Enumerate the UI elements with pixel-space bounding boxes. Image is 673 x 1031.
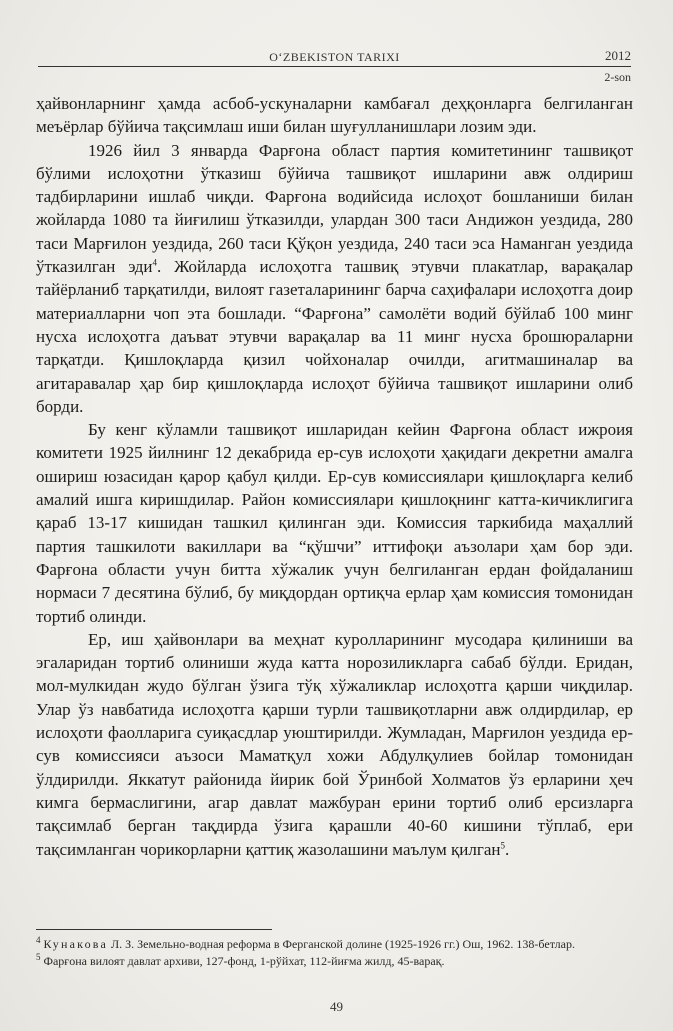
running-header [38,48,631,67]
paragraph-text: . [505,839,510,859]
paragraph-text: . Жойларда ислоҳотга ташвиқ этувчи плакатлар, варақалар тайёрланиб тарқатилди, вилоят газеталарининг барча саҳифалари ислоҳотга доир материалларни чоп эта бошлади. “Фарғона” самолёти водий бўйлаб 100 минг нусха ислоҳотга даъват этувчи варақалар ва 11 минг нусха брошюраларни тарқатди. Қишлоқларда қизил чойхоналар очилди, агитмашиналар ва агитаравалар ҳар бир қишлоқларда ислоҳот бўйича ташвиқот ишларини олиб борди. [36,257,633,416]
footnote [36,951,631,970]
page-number: 49 [330,999,343,1014]
paragraph-text: Ер, иш ҳайвонлари ва меҳнат куролларининг мусодара қилиниши ва эгаларидан тортиб олиниши жуда катта норозиликларга сабаб бўлди. Еридан, мол-мулкидан жудо бўлган ўзига тўқ хўжаликлар ислоҳотга қарши чиқдилар. Улар ўз навбатида ислоҳотга қарши турли ташвиқотларни авж олдирдилар, ер ислоҳоти фаолларига суиқасдлар уюштирилди. Жумладан, Марғилон уездида ер-сув комиссияси аъзоси Маматқул хожи Абдулқулиев бойлар томонидан ўлдирилди. Яккатут районида йирик бой Ўринбой Холматов ўз ерларини ҳеч кимга бермаслигини, агар давлат мажбуран ерини тортиб олиб ерсизларга тақсимлаб берган тақдирда ўзига қарашли 40-60 кишини тўплаб, ери тақсимланган чорикорларни қаттиқ жазолашини маълум қилган [36,629,633,859]
paragraph [36,92,633,139]
paragraph-text: Бу кенг кўламли ташвиқот ишларидан кейин Фарғона област ижроия комитети 1925 йилнинг 12 декабрида ер-сув ислоҳоти ҳақидаги декретни амалга ошириш юзасидан қарор қабул қилди. Ер-сув комиссиялари қишлоқларга келиб амалий ишга киришдилар. Район комиссиялари қишлоқнинг катта-кичиклигига қараб 13-17 кишидан ташкил қилинган эди. Комиссия таркибида маҳаллий партия ташкилоти вакиллари ва “қўшчи” иттифоқи аъзолари ҳам бор эди. Фарғона области учун битта хўжалик учун белгиланган ердан фойдаланиш нормаси 7 десятина бўлиб, бу миқдордан ортиқча ерлар ҳам комиссия томонидан тортиб олинди. [36,420,633,626]
paragraph-text: ҳайвонларнинг ҳамда асбоб-ускуналарни камбағал деҳқонларга белгиланган меъёрлар бўйича тақсимлаш иши билан шуғулланишлари лозим эди. [36,94,633,137]
footnote-text: Фарғона вилоят давлат архиви, 127-фонд, 1-рўйхат, 112-йиғма жилд, 45-варақ. [43,953,445,968]
footnotes [36,937,631,970]
footnote-ref[interactable]: 4 [152,257,157,268]
footnote-text: Л. З. Земельно-водная реформа в Ферганской долине (1925-1926 гг.) Ош, 1962. 138-бетлар. [108,937,575,951]
footnote-author: Кунакова [43,937,109,951]
footnote-number: 5 [36,951,41,962]
paragraph [36,418,633,628]
footnote-number: 4 [36,935,41,945]
paragraph-text: 1926 йил 3 январда Фарғона област партия комитетининг ташвиқот бўлими ислоҳотни ўтказиш бўйича ташвиқот ишларини авж олдириш тадбирларини ишлаб чиқди. Фарғона водийсида ислоҳот бошланиши билан жойларда 1080 та йиғилиш ўтказилди, улардан 300 таси Андижон уездида, 280 таси Марғилон уездида, 260 таси Қўқон уездида, 240 таси эса Наманган уездида ўтказилган эди [36,140,633,277]
issue-year: 2012 [605,48,631,63]
paragraph [36,628,633,861]
issue-number: 2-son [604,70,631,84]
journal-title: O‘ZBEKISTON TARIXI [269,50,400,64]
footnote-ref[interactable]: 5 [500,839,506,850]
footnote [36,937,631,953]
paragraph [36,139,633,419]
footnote-divider [36,929,272,930]
article-body [36,92,633,861]
